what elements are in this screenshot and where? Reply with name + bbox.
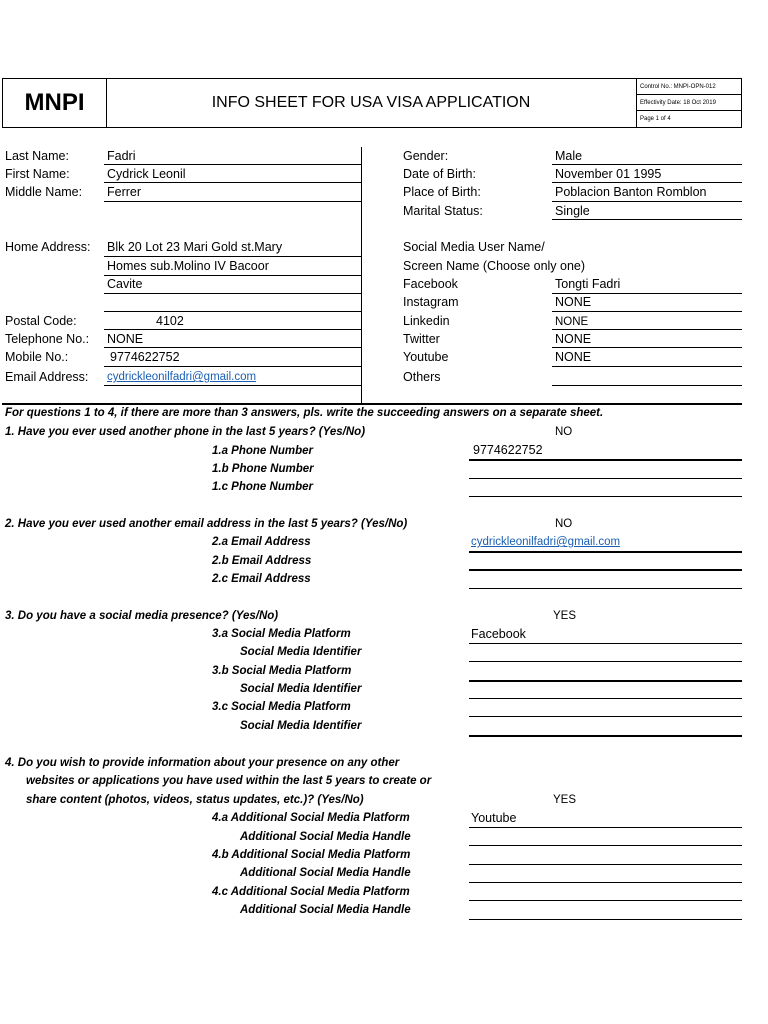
q2a-line <box>469 551 742 553</box>
address-line2[interactable]: Homes sub.Molino IV Bacoor <box>107 259 269 273</box>
control-number: Control No.: MNPI-OPN-012 <box>637 80 741 95</box>
question-4a-value[interactable]: Youtube <box>471 811 517 825</box>
question-4c-label: 4.c Additional Social Media Platform <box>212 886 410 898</box>
question-2a-email-link[interactable]: cydrickleonilfadri@gmail.com <box>471 536 621 548</box>
question-2a-label: 2.a Email Address <box>212 536 311 548</box>
question-1b-label: 1.b Phone Number <box>212 463 314 475</box>
section-separator <box>2 403 742 405</box>
q3c-line <box>469 716 742 717</box>
pob-value[interactable]: Poblacion Banton Romblon <box>555 185 707 199</box>
instagram-value[interactable]: NONE <box>555 295 592 309</box>
email-link[interactable]: cydrickleonilfadri@gmail.com <box>107 371 257 383</box>
postal-code-line <box>104 329 361 330</box>
postal-code-value[interactable]: 4102 <box>156 314 184 328</box>
gender-value[interactable]: Male <box>555 149 583 163</box>
last-name-value[interactable]: Fadri <box>107 149 136 163</box>
question-2: 2. Have you ever used another email address in the last 5 years? (Yes/No) <box>5 518 408 530</box>
q3b-identifier-line <box>469 698 742 699</box>
pob-line <box>552 201 742 202</box>
twitter-label: Twitter <box>403 332 440 346</box>
question-4a-label: 4.a Additional Social Media Platform <box>212 812 410 824</box>
question-4-line2: websites or applications you have used within the last 5 years to create or <box>26 775 432 787</box>
others-label: Others <box>403 370 441 384</box>
q1a-line <box>469 459 742 461</box>
marital-line <box>552 219 742 220</box>
dob-value[interactable]: November 01 1995 <box>555 167 662 181</box>
q3b-line <box>469 680 742 682</box>
email-line <box>104 385 361 386</box>
last-name-line <box>104 164 361 165</box>
question-1c-label: 1.c Phone Number <box>212 481 313 493</box>
gender-label: Gender: <box>403 149 449 163</box>
telephone-value[interactable]: NONE <box>107 332 144 346</box>
question-3a-label: 3.a Social Media Platform <box>212 628 351 640</box>
question-4-line1: 4. Do you wish to provide information about your presence on any other <box>5 757 400 769</box>
q1c-line <box>469 496 742 497</box>
question-3a-value[interactable]: Facebook <box>471 627 526 641</box>
question-4-answer[interactable]: YES <box>553 794 577 806</box>
question-4a-handle-label: Additional Social Media Handle <box>240 831 411 843</box>
question-3c-label: 3.c Social Media Platform <box>212 701 351 713</box>
section-divider <box>361 147 362 403</box>
q3a-identifier-line <box>469 661 742 662</box>
effectivity-date: Effectivity Date: 18 Oct 2019 <box>637 96 741 111</box>
form-title: INFO SHEET FOR USA VISA APPLICATION <box>106 79 637 127</box>
first-name-value[interactable]: Cydrick Leonil <box>107 167 186 181</box>
question-3b-identifier-label: Social Media Identifier <box>240 683 362 695</box>
youtube-label: Youtube <box>403 350 449 364</box>
question-4-line3: share content (photos, videos, status updates, etc.)? (Yes/No) <box>26 794 364 806</box>
address-line1-rule <box>104 256 361 257</box>
q2b-line <box>469 569 742 571</box>
q3a-line <box>469 643 742 644</box>
middle-name-line <box>104 201 361 202</box>
pob-label: Place of Birth: <box>403 185 481 199</box>
first-name-label: First Name: <box>5 167 70 181</box>
gender-line <box>552 164 742 165</box>
question-1a-label: 1.a Phone Number <box>212 445 313 457</box>
middle-name-value[interactable]: Ferrer <box>107 185 142 199</box>
question-4b-label: 4.b Additional Social Media Platform <box>212 849 411 861</box>
mobile-label: Mobile No.: <box>5 350 69 364</box>
address-line3-rule <box>104 293 361 294</box>
email-label: Email Address: <box>5 370 89 384</box>
facebook-line <box>552 293 742 294</box>
question-2c-label: 2.c Email Address <box>212 573 311 585</box>
mobile-line <box>104 366 361 367</box>
q4c-handle-line <box>469 919 742 920</box>
address-line3[interactable]: Cavite <box>107 277 143 291</box>
dob-label: Date of Birth: <box>403 167 476 181</box>
marital-label: Marital Status: <box>403 204 483 218</box>
form-header <box>2 78 742 128</box>
question-2b-label: 2.b Email Address <box>212 555 312 567</box>
q4a-line <box>469 827 742 828</box>
q1b-line <box>469 478 742 479</box>
social-heading-line1: Social Media User Name/ <box>403 240 545 254</box>
q4b-line <box>469 864 742 865</box>
instagram-label: Instagram <box>403 295 459 309</box>
question-3c-identifier-label: Social Media Identifier <box>240 720 362 732</box>
twitter-line <box>552 347 742 348</box>
q4b-handle-line <box>469 882 742 883</box>
postal-code-label: Postal Code: <box>5 314 77 328</box>
q4a-handle-line <box>469 845 742 846</box>
social-heading-line2: Screen Name (Choose only one) <box>403 259 586 273</box>
middle-name-label: Middle Name: <box>5 185 83 199</box>
facebook-label: Facebook <box>403 277 458 291</box>
q3c-identifier-line <box>469 735 742 737</box>
question-3a-identifier-label: Social Media Identifier <box>240 646 362 658</box>
others-line <box>552 385 742 386</box>
question-3: 3. Do you have a social media presence? (Yes/No) <box>5 610 279 622</box>
dob-line <box>552 182 742 183</box>
twitter-value[interactable]: NONE <box>555 332 592 346</box>
mobile-value[interactable]: 9774622752 <box>110 350 180 364</box>
company-logo: MNPI <box>3 79 107 127</box>
home-address-label: Home Address: <box>5 240 91 254</box>
question-4c-handle-label: Additional Social Media Handle <box>240 904 411 916</box>
instagram-line <box>552 311 742 312</box>
question-1a-value[interactable]: 9774622752 <box>473 443 543 457</box>
youtube-line <box>552 366 742 367</box>
question-1-answer[interactable]: NO <box>555 426 573 438</box>
q2c-line <box>469 588 742 589</box>
question-3-answer[interactable]: YES <box>553 610 577 622</box>
last-name-label: Last Name: <box>5 149 69 163</box>
youtube-value[interactable]: NONE <box>555 350 592 364</box>
address-line2-rule <box>104 275 361 276</box>
facebook-value[interactable]: Tongti Fadri <box>555 277 621 291</box>
q4c-line <box>469 900 742 901</box>
page-number: Page 1 of 4 <box>640 116 671 122</box>
telephone-label: Telephone No.: <box>5 332 90 346</box>
address-line1[interactable]: Blk 20 Lot 23 Mari Gold st.Mary <box>107 240 283 254</box>
questions-note: For questions 1 to 4, if there are more than 3 answers, pls. write the succeeding answers on a separate sheet. <box>5 407 604 419</box>
linkedin-line <box>552 329 742 330</box>
telephone-line <box>104 347 361 348</box>
linkedin-label: Linkedin <box>403 314 450 328</box>
question-4b-handle-label: Additional Social Media Handle <box>240 867 411 879</box>
address-line4-rule <box>104 311 361 312</box>
question-2-answer[interactable]: NO <box>555 518 573 530</box>
question-3b-label: 3.b Social Media Platform <box>212 665 352 677</box>
first-name-line <box>104 182 361 183</box>
linkedin-value[interactable]: NONE <box>555 316 589 328</box>
question-1: 1. Have you ever used another phone in the last 5 years? (Yes/No) <box>5 426 366 438</box>
marital-value[interactable]: Single <box>555 204 590 218</box>
